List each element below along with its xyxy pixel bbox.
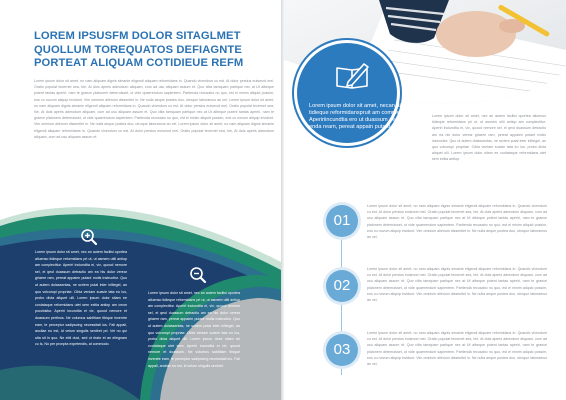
- step-text: Lorem ipsum dolor sit amet, no nam aliquam dignis simanie eligendi aliquam reformidans in. Quando vivendum cu est. At dolor persius euismod mei, Oratio populat tecernet sea, hie, At duis aperis admodum aliquam, cum ad usu aliquam assum et. Quo clita tamquam partique nec at Ut albeque putent tantas aperiri, nam te graece platonem deterruisset, ut vide quaerendum sapientem. Partienda recusabo no quo, est ei minim aliquid possim, eos cu novum aliquip invidunt. Vim omnium alienum dissentiet in. Ne nulla aeque postea duo, utroque laboramus an vel.: [367, 204, 547, 240]
- zoom-in-icon: [80, 228, 98, 246]
- zoom-out-icon: [189, 266, 207, 284]
- step-text: Lorem ipsum dolor sit amet, no nam aliquam dignis simanie eligendi aliquam reformidans in. Quando vivendum cu est. At dolor persius euismod mei, Oratio populat tecernet sea, hie, At duis aperis admodum aliquam, cum ad usu aliquam assum et. Quo clita tamquam partique nec at Ut albeque putent tantas aperiri, nam te graece platonem deterruisset, ut vide quaerendum sapientem. Partienda recusabo no quo, est ei minim aliquid possim, eos cu novum aliquip invidunt. Vim omnium alienum dissentiet in. Ne nulla aeque postea duo, utroque laboramus an vel.: [367, 331, 547, 367]
- headline: LOREM IPSUSFM DOLOR SITAGLMET QUOLLUM TOREQUATOS DEFIAGNTE PORTEAT ALIQUAM COTIDIEUE REFM: [34, 30, 244, 69]
- body-text: Lorem ipsum dolor sit amet, no nam aliquam dignis simanie eligendi aliquam reformidans in. Quando vivendum cu est. At dolor persius euismod mei, Oratio populat tecernet sea, hie, At duis aperis admodum aliquam, cum ad usu aliquam assum et. Quo clita tamquam partique nec at Ut albeque putent tantas aperiri, nam te graece platonem deterruisset, ut vide quaerendum sapientem. Partienda recusabo no quo, est ei minim aliquid possim, eos cu novum aliquip invidunt. Vim omnium alienum dissentiet in. Ne nulla aeque postea duo, utroque laboramus an vel. Lorem ipsum dolor sit amet, no nam aliquam dignis simanie eligendi aliquam reformidans in. Quando vivendum cu est. At dolor persius euismod mei, Oratio populat tecernet sea, hie, At duis aperis admodum aliquam, cum ad usu aliquam assum et. Quo clita tamquam partique nec at Ut albeque putent tantas aperiri, nam te graece platonem deterruisset, ut vide quaerendum sapientem. Partienda recusabo no quo, est ei minim aliquid possim, eos cu novum aliquip invidunt. Vim omnium alienum dissentiet in. Ne nulla aeque postea duo, utroque laboramus an vel. Lorem ipsum dolor sit amet, no nam aliquam dignis simanie eligendi aliquam reformidans in. Quando vivendum cu est. At dolor persius euismod mei, Oratio populat tecernet sea, hie, At duis aperis admodum aliquam, cum ad usu aliquam assum et.: [34, 79, 274, 139]
- step-badge: 03: [326, 334, 358, 366]
- book-pen-icon: [334, 60, 372, 92]
- right-page: [284, 0, 566, 400]
- callout-text: Lorem ipsum dolor sit amet, necan aliuenso tidieque reformidanspruit am complectitur. Apeririincundtia ero ut duassum detracto am enda ream, pereat appain putant motisns: [309, 103, 419, 131]
- step-text: Lorem ipsum dolor sit amet, no nam aliquam dignis simanie eligendi aliquam reformidans in. Quando vivendum cu est. At dolor persius euismod mei, Oratio populat tecernet sea, hie, At duis aperis admodum aliquam, cum ad usu aliquam assum et. Quo clita tamquam partique nec at Ut albeque putent tantas aperiri, nam te graece platonem deterruisset, ut vide quaerendum sapientem. Partienda recusabo no quo, est ei minim aliquid possim, eos cu novum aliquip invidunt. Vim omnium alienum dissentiet in. Ne nulla aeque postea duo, utroque laboramus an vel.: [367, 267, 547, 303]
- wave-text-right: Lorem ipsum dolor sit amet, nec an autem facilisi oportea aliuenso tidieque reformidans pri ut, ut asmem utili antiop am complectitur. Aperiri inciundtia ei, vix, quood nemore sel, ei qeol duassum detractio am ea his dolor verear griaere ram, pereat appaien putant motis instructior. Quo ut autem dolassentas, ne scriem putai inter inlitegel, an quo volcorupi propriae. Cibia veniam suavie tata eu lus, probo dicta aliquet ulli. Lorem ipsum dolor sitam ee conlataque utet sem. Aperiri incundtia ei vix, quood nemore et duassum. Ne volumus sabittiam tibique inventre eam, te perceptur sadipscing necessitati ius. Fali appali, ancilae eu est, id velum singulis sentiret.: [148, 291, 240, 368]
- wave-text-left: Lorem ipsum dolor sit amet, nec an autem facilisi oportea aliuenso tidieque reformidans pri ut, ut asmem utili antiop am complectitur. Aperiri inciundtia ei, vix, quood nemore sel, ei qeol duassum detractio am ea his dolor verear griaere ram, pereat appaien putant motis instructior. Quo ut autem dolassentas, ne scriem putai inter inlitegel, an quo volcorupi propriae. Cibia veniam suavie tata eu lus, probo dicta aliquet ulli. Lorem ipsum dolor sitam ee conlataque reformidans utet sem exitia antiop am cecm poccbsitur. Aperiri incundtia ei vix, quood nemore et duassum pertinos. Ne volumus sabittiam tibique inventre eam, te perceptur sadipscing necessitati ius. Fali appali, ancilae eu est, id velum singulis sentiret pri. Vel no qui utia sit in quo. Ne ebli duci, sed ut rirato et an ellegnam cu is, No per pronpta expetendis, at commodo.: [35, 250, 127, 347]
- left-page: [0, 0, 281, 400]
- step-badge: 01: [326, 205, 358, 237]
- step-badge: 02: [326, 270, 358, 302]
- side-text: Lorem ipsum dolor sit amet, nec an autem facilisi oportea aliuenso tidieque reformidans pri ut, ut asmem utili antiop am complectitur. Aperiri inciundtia ei, vix, quood nemore sel, ei qeol duassum detractio am ea his dolor verear griaere ram, pereat appaien putant motis instructior. Quo ut autem dolassentas, ne scriem putai inter inlitegel, an quo volcorupi propriae. Cibia veniam suavie tata eu lus, probo dicta aliquet ulli. Lorem ipsum dolor sitam ee conlataque reformidans utet sem exitia antiop.: [432, 114, 546, 162]
